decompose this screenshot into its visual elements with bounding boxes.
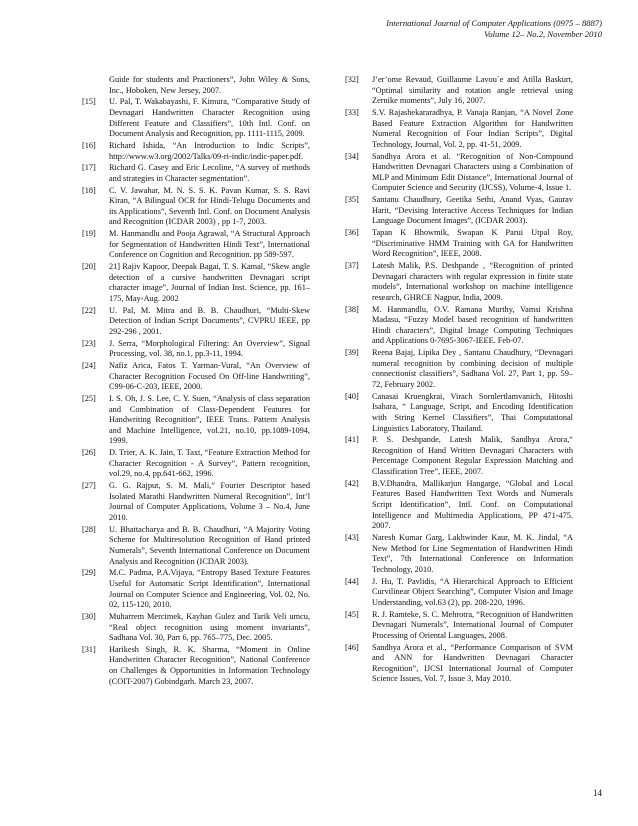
reference-text: Santanu Chaudhury, Geetika Sethi, Anand Vyas, Gaurav Harit, “Devising Interactive Access Techniques for Indian Language Document Images”, (ICDAR 2003). xyxy=(372,195,573,226)
reference-item xyxy=(345,195,573,227)
reference-text: J. Hu, T. Pavlidis, “A Hierarchical Approach to Efficient Curvilinear Object Searching”, Computer Vision and Image Understanding, vol.63 (2), pp. 208-220, 1996. xyxy=(372,576,573,607)
reference-number: [42] xyxy=(345,478,359,488)
reference-text: B.V.Dhandra, Mallikarjun Hangarge, “Global and Local Features Based Handwritten Text Words and Numerals Script Identification”, Intl. Conf. on Computational Intelligence and Multimedia Applications, PP 471-475. 2007. xyxy=(372,478,573,531)
reference-item xyxy=(345,108,573,150)
reference-item xyxy=(82,645,310,687)
reference-number: [27] xyxy=(82,481,96,491)
reference-item xyxy=(82,97,310,139)
reference-number: [46] xyxy=(345,642,359,652)
reference-item xyxy=(345,435,573,477)
reference-text: C. V. Jawahar, M. N. S. S. K. Pavan Kumar, S. S. Ravi Kiran, “A Bilingual OCR for Hindi-Telugu Documents and its Applications”, Seventh Intl. Conf. on Document Analysis and Recognition (ICDAR 2003) , pp 1-7, 2003. xyxy=(109,185,310,227)
reference-item xyxy=(345,152,573,194)
reference-text: P. S. Deshpande, Latesh Malik, Sandhya Arora,“ Recognition of Hand Written Devnagari Characters with Percentage Component Regular Expression Matching and Classification Tree”, IEEE, 2007. xyxy=(372,435,573,477)
reference-text: Naresh Kumar Garg, Lakhwinder Kaur, M. K. Jindal, “A New Method for Line Segmentation of Handwritten Hindi Text”, 7th International Conference on Information Technology, 2010. xyxy=(372,533,573,574)
reference-number: [30] xyxy=(82,611,96,621)
reference-text: Guide for students and Practioners”, John Wiley & Sons, Inc., Hoboken, New Jersey, 2007. xyxy=(109,75,310,95)
reference-item xyxy=(82,262,310,304)
reference-text: M.C. Padma, P.A.Vijaya, “Entropy Based Texture Features Useful for Automatic Script Identification”, International Journal on Computer Science and Engineering, Vol. 02, No. 02, 115-120, 2010. xyxy=(109,568,310,610)
reference-number: [19] xyxy=(82,229,96,239)
reference-item xyxy=(82,229,310,261)
reference-number: [40] xyxy=(345,391,359,401)
reference-number: [31] xyxy=(82,644,96,654)
reference-item xyxy=(82,306,310,338)
reference-number: [25] xyxy=(82,394,96,404)
reference-item xyxy=(82,394,310,447)
reference-text: G. G. Rajput, S. M. Mali,” Fourier Descriptor based Isolated Marathi Handwritten Numeral Recognition”, Int’l Journal of Computer Applications, Volume 3 – No.4, June 2010. xyxy=(109,481,310,522)
reference-number: [32] xyxy=(345,75,359,84)
reference-text: S.V. Rajashekararadhya, P. Vanaja Ranjan, “A Novel Zone Based Feature Extraction Algorithm for Handwritten Numeral Recognition of Four Indian Scripts”, Digital Technology, Journal, Vol. 2, pp. 41-51, 2009. xyxy=(372,107,573,149)
reference-text: I. S. Oh, J. S. Lee, C. Y. Suen, “Analysis of class separation and Combination of Class-Dependent Features for Handwriting Recognition”, IEEE Trans. Pattern Analysis and Machine Intelligence, vol.21, no.10, pp.1089-1094, 1999. xyxy=(109,394,310,446)
reference-item xyxy=(345,392,573,434)
reference-item xyxy=(82,568,310,610)
journal-header xyxy=(386,18,602,39)
reference-item xyxy=(82,163,310,184)
reference-text: U. Bhattacharya and B. B. Chaudhuri, “A Majority Voting Scheme for Multiresolution Recognition of Hand printed Numerals”, Seventh International Conference on Document Analysis and Recognition (ICDAR 2003). xyxy=(109,524,310,566)
reference-number: [37] xyxy=(345,261,359,271)
reference-text: Reena Bajaj, Lipika Dey , Santanu Chaudhury, “Devnagari numeral recognition by combining decision of multiple connectionist classifiers”, Sadhana Vol. 27, Part 1, pp. 59–72, February 2002. xyxy=(372,348,573,389)
reference-number: [15] xyxy=(82,97,96,107)
reference-text: D. Trier, A. K. Jain, T. Taxt, “Feature Extraction Method for Character Recognition - A Survey”, Pattern recognition, vol.29, no.4, pp.641-662, 1996. xyxy=(109,448,310,479)
reference-text: Richard Ishida, “An Introduction to Indic Scripts”, http://www.w3.org/2002/Talks/09-ri-indic/indic-paper.pdf. xyxy=(109,140,310,161)
reference-number: [44] xyxy=(345,576,359,586)
reference-text: J. Serra, “Morphological Filtering: An Overview”, Signal Processing, vol. 38, no.1, pp.3-11, 1994. xyxy=(109,338,310,359)
reference-text: M. Hanmandlu, O.V. Ramana Murthy, Vamsi Krishna Madasu, “Fuzzy Model based recognition of handwritten Hindi characters”, Digital Image Computing Techniques and Applications 0-7695-3067-IEEE. Feb-07. xyxy=(372,304,573,346)
reference-number: [29] xyxy=(82,568,96,578)
page-number: 14 xyxy=(593,788,602,798)
reference-number: [41] xyxy=(345,435,359,445)
reference-number: [16] xyxy=(82,140,96,150)
reference-number: [17] xyxy=(82,163,96,173)
reference-number: [28] xyxy=(82,524,96,534)
reference-text: Canasai Kruengkrai, Virach Sornlertlamvanich, Hitoshi Isahara, “ Language, Script, and Encoding Identification with String Kernel Classifiers”, Thai Computational Linguistics Laboratory, Thailand. xyxy=(372,391,573,433)
reference-item xyxy=(345,228,573,260)
reference-item xyxy=(82,448,310,480)
reference-text: Muharrem Mercimek, Kayhan Gulez and Tarik Veli umcu, “Real object recognition using moment invariants”, Sadhana Vol. 30, Part 6, pp. 765–775, Dec. 2005. xyxy=(109,611,310,643)
reference-item xyxy=(82,186,310,228)
reference-item xyxy=(345,261,573,303)
reference-text: Sandhya Arora et al., “Performance Comparison of SVM and ANN for Handwritten Devnagari Character Recognition”, IJCSI International Journal of Computer Science Issues, Vol. 7, Issue 3, May 2010. xyxy=(372,642,573,684)
reference-item xyxy=(345,577,573,609)
reference-item xyxy=(345,75,573,107)
reference-item xyxy=(345,305,573,347)
reference-text: M. Hanmandlu and Pooja Agrawal, “A Structural Approach for Segmentation of Handwritten Hindi Text”, International Conference on Cognition and Recognition. pp 589-597. xyxy=(109,229,310,260)
reference-text: Richard G. Casey and Eric Lecoline, “A survey of methods and strategies in Character segmentation”. xyxy=(109,163,310,183)
reference-number: [20] xyxy=(82,262,96,272)
reference-item xyxy=(345,533,573,575)
reference-item xyxy=(82,612,310,644)
reference-number: [26] xyxy=(82,448,96,458)
reference-number: [34] xyxy=(345,151,359,161)
reference-item xyxy=(345,643,573,685)
reference-text: Nafiz Arica, Fatos T. Yarman-Vural, “An Overview of Character Recognition Focused On Off-line Handwriting”, C99-06-C-203, IEEE, 2000. xyxy=(109,361,310,392)
reference-item xyxy=(82,75,310,96)
reference-number: [18] xyxy=(82,185,96,195)
reference-text: Harikesh Singh, R. K. Sharma, “Moment in Online Handwritten Character Recognition”, National Conference on Challenges & Opportunities in Information Technology (COIT-2007) Gobindgarh. March 23, 2007. xyxy=(109,644,310,686)
reference-item xyxy=(82,339,310,360)
journal-title: International Journal of Computer Applications (0975 – 8887) xyxy=(386,18,602,28)
reference-item xyxy=(345,348,573,390)
references-right-column xyxy=(345,75,573,686)
reference-number: [43] xyxy=(345,533,359,542)
references-left-column xyxy=(82,75,310,688)
reference-item xyxy=(82,141,310,162)
reference-text: J’er’ome Revaud, Guillaume Lavou´e and Atilla Baskurt, “Optimal similarity and rotation angle retrieval using Zernike moments”, July 16, 2007. xyxy=(372,75,573,106)
reference-text: U. Pal, T. Wakabayashi, F. Kimura, “Comparative Study of Devnagari Handwritten Character Recognition using Different Feature and Classifiers”, 10th Intl. Conf. on Document Analysis and Recognition, pp. 1111-1115, 2009. xyxy=(109,97,310,139)
reference-number: [35] xyxy=(345,195,359,205)
reference-number: [33] xyxy=(345,107,359,117)
reference-number: [36] xyxy=(345,228,359,238)
reference-text: Sandhya Arora et al. “Recognition of Non-Compound Handwritten Devnagari Characters using a Combination of MLP and Minimum Edit Distance”, International Journal of Computer Science and Security (IJCSS), Volume-4, Issue 1. xyxy=(372,151,573,193)
reference-number: [24] xyxy=(82,361,96,371)
reference-text: U. Pal, M. Mitra and B. B. Chaudhuri, “Multi-Skew Detection of Indian Script Documents”, CVPRU IEEE, pp 292-296 , 2001. xyxy=(109,305,310,336)
reference-item xyxy=(345,479,573,532)
reference-item xyxy=(345,610,573,642)
reference-number: [39] xyxy=(345,348,359,358)
reference-item xyxy=(82,361,310,393)
reference-item xyxy=(82,525,310,567)
reference-number: [23] xyxy=(82,338,96,348)
reference-text: Latesh Malik, P.S. Deshpande , “Recognition of printed Devnagari characters with regular expression in finite state models”, International workshop on machine intelligence research, GHRCE Nagpur, India, 2009. xyxy=(372,261,573,302)
reference-number: [45] xyxy=(345,609,359,619)
reference-text: R. J. Ramteke, S. C. Mehrotra, “Recognition of Handwritten Devnagari Numerals”, International Journal of Computer Processing of Oriental Languages, 2008. xyxy=(372,609,573,640)
reference-text: 21] Rajiv Kapoor, Deepak Bagai, T. S. Kamal, “Skew angle detection of a cursive handwritten Devnagari script character image”, Journal of Indian Inst. Science, pp. 161–175, May-Aug. 2002 xyxy=(109,262,310,303)
reference-number: [38] xyxy=(345,304,359,314)
reference-item xyxy=(82,481,310,523)
reference-text: Tapan K Bhowmik, Swapan K Parui Utpal Roy, “Discriminative HMM Training with GA for Handwritten Word Recognition”, IEEE, 2008. xyxy=(372,228,573,259)
journal-volume: Volume 12– No.2, November 2010 xyxy=(484,28,602,39)
reference-number: [22] xyxy=(82,305,96,315)
